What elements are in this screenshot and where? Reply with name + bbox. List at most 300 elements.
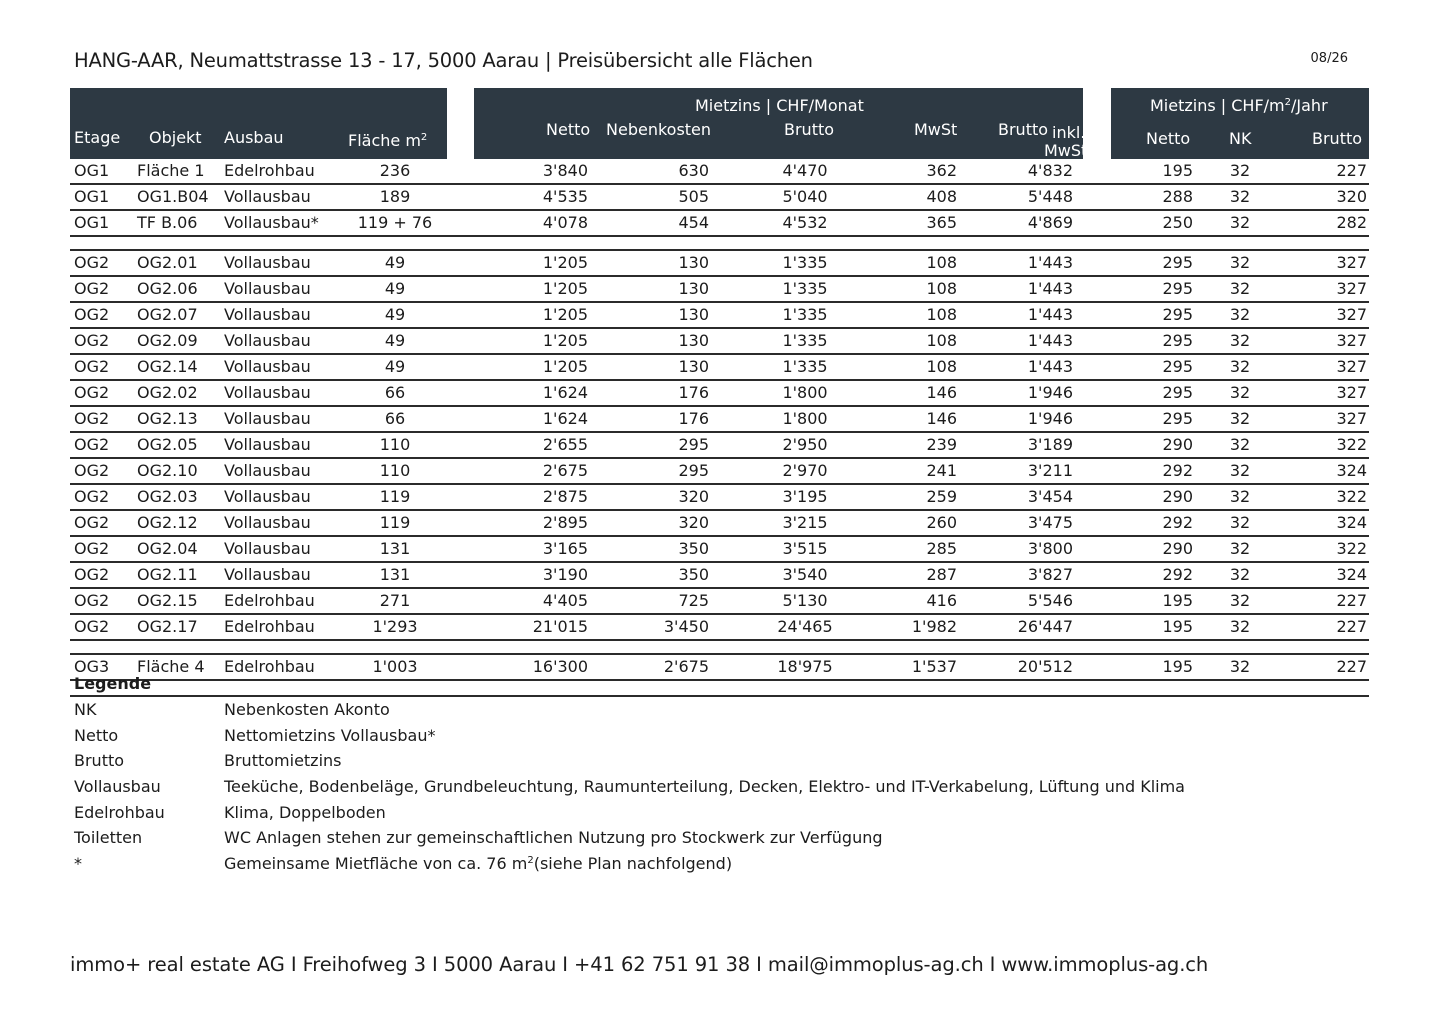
cell-mwst: 108 [926,305,957,324]
cell-brutto: 3'195 [782,487,828,506]
price-table [70,159,1369,681]
cell-mwst: 146 [926,409,957,428]
cell-p-nk: 32 [1229,187,1251,206]
cell-etage: OG2 [74,383,110,402]
cell-brutto-inkl: 3'475 [1027,513,1073,532]
col-header-flaeche [348,131,427,150]
table-row [70,355,1369,381]
legend-value-text: WC Anlagen stehen zur gemeinschaftlichen Nutzung pro Stockwerk zur Verfügung [224,828,883,848]
cell-ausbau: Vollausbau [224,383,311,402]
cell-mwst: 108 [926,253,957,272]
cell-p-netto: 288 [1162,187,1193,206]
group-header-month: Mietzins | CHF/Monat [695,96,864,115]
cell-flaeche: 110 [379,435,411,454]
cell-ausbau: Edelrohbau [224,161,315,180]
cell-p-netto: 295 [1162,383,1193,402]
cell-p-netto: 292 [1162,461,1193,480]
cell-objekt: Fläche 4 [137,657,205,676]
cell-p-nk: 32 [1229,331,1251,350]
cell-nebenkosten: 350 [678,539,709,558]
cell-flaeche: 49 [384,305,406,324]
cell-p-netto: 290 [1162,539,1193,558]
cell-objekt: OG2.07 [137,305,198,324]
cell-p-nk: 32 [1229,513,1251,532]
cell-p-brutto: 324 [1336,565,1367,584]
cell-brutto: 3'540 [782,565,828,584]
cell-p-netto: 195 [1162,657,1193,676]
col-header-netto: Netto [546,120,591,139]
cell-brutto: 5'040 [782,187,828,206]
cell-brutto-inkl: 26'447 [1017,617,1073,636]
table-row [70,511,1369,537]
header-block-object [70,88,447,159]
col-header-p-nk: NK [1229,129,1252,148]
cell-brutto: 1'335 [782,305,828,324]
group-header-year-sup: 2 [1284,97,1292,108]
table-row [70,537,1369,563]
col-header-flaeche-label: Fläche m [348,131,421,150]
cell-mwst: 362 [926,161,957,180]
table-row [70,459,1369,485]
cell-flaeche: 189 [379,187,411,206]
cell-p-brutto: 227 [1336,657,1367,676]
cell-objekt: OG2.09 [137,331,198,350]
cell-p-netto: 290 [1162,435,1193,454]
cell-p-brutto: 282 [1336,213,1367,232]
cell-mwst: 408 [926,187,957,206]
cell-objekt: OG2.11 [137,565,198,584]
cell-objekt: OG2.05 [137,435,198,454]
cell-flaeche: 49 [384,253,406,272]
cell-p-netto: 295 [1162,253,1193,272]
cell-netto: 2'675 [542,461,588,480]
cell-ausbau: Vollausbau [224,539,311,558]
cell-etage: OG3 [74,657,110,676]
col-header-ausbau: Ausbau [224,128,284,147]
legend-key: Netto [74,725,119,745]
cell-netto: 1'205 [542,357,588,376]
cell-p-netto: 295 [1162,409,1193,428]
cell-p-brutto: 327 [1336,409,1367,428]
table-row [70,159,1369,185]
legend-value [224,828,883,847]
cell-ausbau: Vollausbau [224,331,311,350]
cell-nebenkosten: 320 [678,513,709,532]
cell-brutto: 1'800 [782,409,828,428]
cell-nebenkosten: 505 [678,187,709,206]
legend-value [224,726,435,745]
cell-ausbau: Vollausbau [224,305,311,324]
cell-nebenkosten: 130 [678,279,709,298]
cell-netto: 2'895 [542,513,588,532]
legend-key: NK [74,700,97,719]
cell-nebenkosten: 630 [678,161,709,180]
cell-p-netto: 295 [1162,305,1193,324]
cell-flaeche: 271 [379,591,411,610]
cell-etage: OG2 [74,253,110,272]
table-row [70,211,1369,237]
cell-brutto-inkl: 3'827 [1027,565,1073,584]
cell-flaeche: 236 [379,161,411,180]
cell-nebenkosten: 320 [678,487,709,506]
cell-ausbau: Vollausbau [224,187,311,206]
cell-flaeche: 49 [384,331,406,350]
cell-netto: 3'840 [542,161,588,180]
cell-objekt: OG2.10 [137,461,198,480]
cell-p-nk: 32 [1229,487,1251,506]
cell-p-netto: 292 [1162,513,1193,532]
cell-brutto-inkl: 1'443 [1027,331,1073,350]
cell-netto: 2'655 [542,435,588,454]
cell-flaeche: 1'293 [372,617,418,636]
cell-brutto-inkl: 20'512 [1017,657,1073,676]
cell-mwst: 146 [926,383,957,402]
legend-value-text: Gemeinsame Mietfläche von ca. 76 m [224,854,528,874]
legend-list [70,697,1369,877]
cell-mwst: 260 [926,513,957,532]
legend-value-text: Klima, Doppelboden [224,802,386,822]
legend-value-text: Teeküche, Bodenbeläge, Grundbeleuchtung, Raumunterteilung, Decken, Elektro- und IT-Verkabelung, Lüftung und Klima [224,777,1185,797]
col-header-brutto: Brutto [784,120,835,139]
cell-p-brutto: 227 [1336,617,1367,636]
cell-p-nk: 32 [1229,357,1251,376]
cell-mwst: 416 [926,591,957,610]
cell-nebenkosten: 130 [678,357,709,376]
cell-objekt: OG2.14 [137,357,198,376]
cell-netto: 3'190 [542,565,588,584]
cell-etage: OG2 [74,617,110,636]
legend-key: Edelrohbau [74,802,165,822]
cell-brutto-inkl: 1'946 [1027,383,1073,402]
col-header-mwst: MwSt [914,120,958,139]
cell-ausbau: Vollausbau [224,357,311,376]
cell-ausbau: Vollausbau [224,565,311,584]
cell-netto: 4'405 [542,591,588,610]
cell-netto: 4'078 [542,213,588,232]
header-block-month [474,88,1088,160]
cell-mwst: 285 [926,539,957,558]
legend-item [70,851,1369,877]
legend-value-text: Nebenkosten Akonto [224,700,390,719]
cell-p-netto: 295 [1162,357,1193,376]
cell-etage: OG2 [74,487,110,506]
cell-netto: 1'205 [542,279,588,298]
cell-mwst: 1'982 [911,617,957,636]
cell-flaeche: 119 [379,513,411,532]
cell-ausbau: Vollausbau [224,487,311,506]
cell-objekt: OG2.13 [137,409,198,428]
cell-etage: OG2 [74,435,110,454]
legend-item [70,825,1369,851]
cell-ausbau: Vollausbau [224,253,311,272]
cell-p-nk: 32 [1229,383,1251,402]
cell-p-netto: 292 [1162,565,1193,584]
cell-objekt: OG2.02 [137,383,198,402]
col-header-brutto-inkl-small: inkl. [1052,123,1086,142]
legend [70,674,1369,877]
cell-flaeche: 49 [384,279,406,298]
col-header-p-brutto: Brutto [1312,129,1363,148]
legend-value-after: (siehe Plan nachfolgend) [533,854,733,874]
cell-brutto-inkl: 1'443 [1027,305,1073,324]
cell-ausbau: Vollausbau [224,513,311,532]
cell-p-nk: 32 [1229,461,1251,480]
cell-etage: OG2 [74,409,110,428]
cell-p-brutto: 322 [1336,539,1367,558]
cell-flaeche: 131 [379,565,411,584]
group-header-year-a: Mietzins | CHF/m [1150,96,1285,115]
cell-brutto-inkl: 5'546 [1027,591,1073,610]
cell-p-brutto: 327 [1336,357,1367,376]
cell-netto: 2'875 [542,487,588,506]
cell-etage: OG1 [74,213,110,232]
cell-p-brutto: 324 [1336,513,1367,532]
cell-brutto: 3'515 [782,539,828,558]
col-header-flaeche-sup: 2 [420,132,428,143]
cell-nebenkosten: 295 [678,461,709,480]
cell-p-brutto: 327 [1336,305,1367,324]
cell-p-nk: 32 [1229,539,1251,558]
table-row [70,329,1369,355]
cell-etage: OG2 [74,279,110,298]
cell-mwst: 239 [926,435,957,454]
cell-mwst: 241 [926,461,957,480]
cell-flaeche: 1'003 [372,657,418,676]
cell-p-brutto: 327 [1336,279,1367,298]
cell-brutto: 1'335 [782,253,828,272]
cell-brutto-inkl: 1'443 [1027,279,1073,298]
legend-key: Toiletten [74,828,143,848]
legend-value [224,803,386,822]
table-row [70,277,1369,303]
table-row [70,563,1369,589]
cell-p-brutto: 324 [1336,461,1367,480]
cell-nebenkosten: 176 [678,383,709,402]
cell-brutto: 2'970 [782,461,828,480]
cell-p-nk: 32 [1229,213,1251,232]
cell-objekt: OG1.B04 [137,187,209,206]
cell-flaeche: 119 [379,487,411,506]
cell-p-brutto: 327 [1336,383,1367,402]
cell-objekt: Fläche 1 [137,161,205,180]
legend-key: Brutto [74,751,125,771]
cell-brutto: 24'465 [777,617,833,636]
cell-etage: OG2 [74,331,110,350]
cell-brutto: 4'470 [782,161,828,180]
group-separator [70,641,1369,655]
cell-p-netto: 195 [1162,161,1193,180]
legend-value-sup: 2 [527,855,534,867]
cell-p-brutto: 227 [1336,591,1367,610]
cell-brutto-inkl: 4'832 [1027,161,1073,180]
table-row [70,185,1369,211]
cell-p-nk: 32 [1229,253,1251,272]
cell-p-nk: 32 [1229,565,1251,584]
cell-brutto: 3'215 [782,513,828,532]
cell-brutto-inkl: 5'448 [1027,187,1073,206]
cell-objekt: OG2.06 [137,279,198,298]
cell-netto: 3'165 [542,539,588,558]
legend-item [70,748,1369,774]
cell-p-netto: 295 [1162,331,1193,350]
cell-flaeche: 49 [384,357,406,376]
cell-brutto-inkl: 3'189 [1027,435,1073,454]
cell-objekt: OG2.17 [137,617,198,636]
cell-etage: OG1 [74,161,110,180]
cell-brutto-inkl: 3'800 [1027,539,1073,558]
cell-mwst: 287 [926,565,957,584]
cell-etage: OG2 [74,513,110,532]
cell-p-netto: 290 [1162,487,1193,506]
cell-p-brutto: 327 [1336,253,1367,272]
cell-ausbau: Edelrohbau [224,657,315,676]
cell-mwst: 1'537 [911,657,957,676]
cell-ausbau: Vollausbau [224,279,311,298]
cell-etage: OG1 [74,187,110,206]
cell-objekt: OG2.03 [137,487,198,506]
legend-key: Vollausbau [74,777,161,797]
cell-brutto: 1'800 [782,383,828,402]
col-header-nebenkosten: Nebenkosten [606,120,712,139]
cell-etage: OG2 [74,565,110,584]
cell-flaeche: 119 + 76 [357,213,433,232]
cell-flaeche: 66 [384,383,406,402]
table-row [70,485,1369,511]
cell-p-netto: 295 [1162,279,1193,298]
cell-brutto: 4'532 [782,213,828,232]
legend-item [70,723,1369,749]
cell-objekt: OG2.01 [137,253,198,272]
cell-objekt: OG2.15 [137,591,198,610]
legend-item [70,774,1369,800]
cell-brutto-inkl: 3'211 [1027,461,1073,480]
legend-value [224,854,732,873]
legend-value-text: Nettomietzins Vollausbau* [224,725,436,745]
cell-p-netto: 195 [1162,591,1193,610]
page-title: HANG-AAR, Neumattstrasse 13 - 17, 5000 Aarau | Preisübersicht alle Flächen [74,49,813,72]
cell-brutto-inkl: 1'443 [1027,357,1073,376]
cell-netto: 16'300 [532,657,588,676]
cell-brutto: 1'335 [782,279,828,298]
cell-p-nk: 32 [1229,409,1251,428]
cell-mwst: 108 [926,279,957,298]
cell-nebenkosten: 295 [678,435,709,454]
cell-nebenkosten: 130 [678,253,709,272]
cell-ausbau: Vollausbau [224,435,311,454]
cell-p-nk: 32 [1229,617,1251,636]
cell-ausbau: Vollausbau [224,461,311,480]
cell-brutto: 1'335 [782,331,828,350]
table-row [70,407,1369,433]
cell-nebenkosten: 130 [678,305,709,324]
table-row [70,433,1369,459]
cell-objekt: OG2.12 [137,513,198,532]
cell-brutto: 5'130 [782,591,828,610]
cell-p-netto: 195 [1162,617,1193,636]
group-header-year [1150,96,1328,115]
legend-title: Legende [70,674,1369,697]
col-header-etage: Etage [74,128,121,147]
cell-brutto-inkl: 1'443 [1027,253,1073,272]
cell-brutto-inkl: 4'869 [1027,213,1073,232]
legend-value [224,751,342,770]
cell-p-nk: 32 [1229,305,1251,324]
cell-netto: 1'624 [542,409,588,428]
cell-p-nk: 32 [1229,657,1251,676]
cell-flaeche: 110 [379,461,411,480]
cell-netto: 1'624 [542,383,588,402]
cell-etage: OG2 [74,461,110,480]
table-row [70,589,1369,615]
cell-nebenkosten: 350 [678,565,709,584]
cell-nebenkosten: 725 [678,591,709,610]
cell-ausbau: Vollausbau* [224,213,319,232]
cell-p-brutto: 322 [1336,487,1367,506]
cell-ausbau: Edelrohbau [224,617,315,636]
cell-netto: 4'535 [542,187,588,206]
cell-netto: 1'205 [542,253,588,272]
col-header-brutto-inkl: Brutto [998,120,1049,139]
cell-netto: 1'205 [542,305,588,324]
cell-p-nk: 32 [1229,161,1251,180]
col-header-objekt: Objekt [149,128,202,147]
cell-nebenkosten: 130 [678,331,709,350]
cell-nebenkosten: 2'675 [663,657,709,676]
cell-p-brutto: 327 [1336,331,1367,350]
cell-brutto: 1'335 [782,357,828,376]
table-row [70,615,1369,641]
cell-objekt: OG2.04 [137,539,198,558]
legend-item [70,800,1369,826]
cell-p-brutto: 320 [1336,187,1367,206]
legend-value [224,700,390,719]
cell-flaeche: 66 [384,409,406,428]
legend-value-text: Bruttomietzins [224,751,342,771]
cell-ausbau: Edelrohbau [224,591,315,610]
cell-mwst: 365 [926,213,957,232]
header-block-year [1111,88,1369,159]
cell-brutto-inkl: 1'946 [1027,409,1073,428]
cell-p-nk: 32 [1229,435,1251,454]
cell-p-brutto: 227 [1336,161,1367,180]
footer-contact: immo+ real estate AG I Freihofweg 3 I 5000 Aarau I +41 62 751 91 38 I mail@immoplus-ag.ch I www.immoplus-ag.ch [70,953,1209,976]
legend-item [70,697,1369,723]
cell-brutto-inkl: 3'454 [1027,487,1073,506]
cell-etage: OG2 [74,591,110,610]
cell-p-nk: 32 [1229,279,1251,298]
cell-etage: OG2 [74,305,110,324]
cell-brutto: 2'950 [782,435,828,454]
cell-etage: OG2 [74,539,110,558]
col-header-brutto-inkl-small2: MwSt [1044,141,1088,160]
table-row [70,251,1369,277]
col-header-p-netto: Netto [1146,129,1191,148]
cell-brutto: 18'975 [777,657,833,676]
cell-netto: 21'015 [532,617,588,636]
table-row [70,381,1369,407]
cell-flaeche: 131 [379,539,411,558]
cell-mwst: 108 [926,331,957,350]
cell-etage: OG2 [74,357,110,376]
cell-p-nk: 32 [1229,591,1251,610]
group-separator [70,237,1369,251]
cell-nebenkosten: 3'450 [663,617,709,636]
legend-value [224,777,1185,796]
cell-objekt: TF B.06 [137,213,198,232]
cell-mwst: 259 [926,487,957,506]
cell-mwst: 108 [926,357,957,376]
group-header-year-b: /Jahr [1291,96,1328,115]
